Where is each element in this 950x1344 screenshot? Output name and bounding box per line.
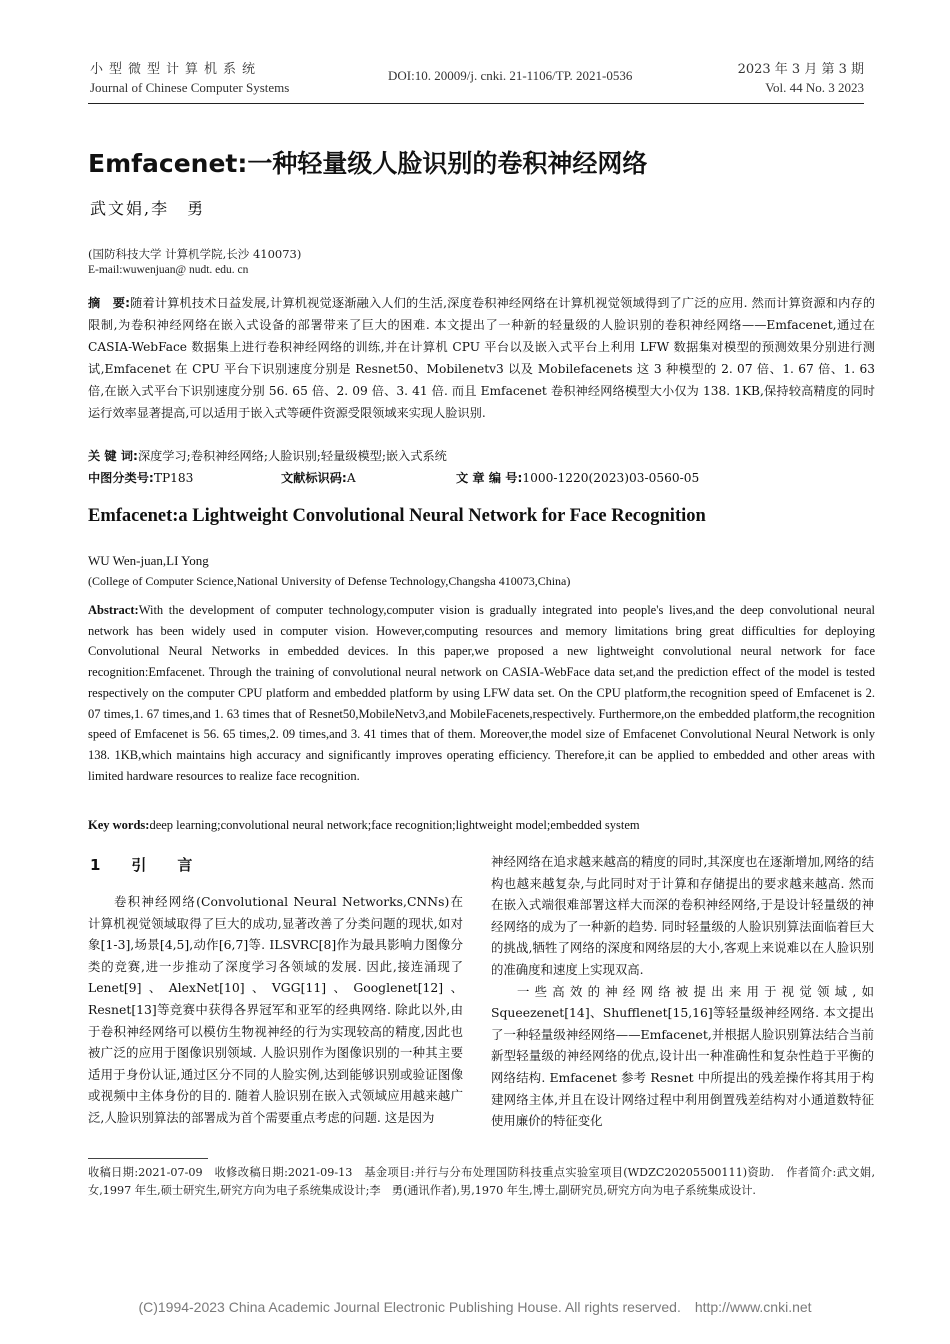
clc-number: 中图分类号:TP183	[88, 471, 194, 485]
affiliation-en: (College of Computer Science,National University of Defense Technology,Changsha 410073,China)	[88, 574, 571, 588]
document-code: 文献标识码:A	[281, 471, 356, 485]
journal-name-en: Journal of Chinese Computer Systems	[90, 80, 290, 95]
body-paragraph: 一些高效的神经网络被提出来用于视觉领域,如 Squeezenet[14]、Shufflenet[15,16]等轻量级神经网络. 本文提出了一种轻量级神经网络——Emfacenet,并根据人脸识别算法结合当前新型轻量级的神经网络的优点,设计出一种准确性和复杂性趋于平衡的网络结构. Emfacenet 参考 Resnet 中所提出的残差操作将其用于构建网络主体,并且在设计网络过程中利用倒置残差结构对小通道数特征使用廉价的特征变化	[491, 983, 874, 1129]
keywords-cn-text: 深度学习;卷积神经网络;人脸识别;轻量级模型;嵌入式系统	[137, 449, 447, 463]
abstract-en-label: Abstract:	[88, 603, 139, 617]
paper-title-cn: Emfacenet:一种轻量级人脸识别的卷积神经网络	[88, 149, 648, 178]
abstract-cn-text: 随着计算机技术日益发展,计算机视觉逐渐融入人们的生活,深度卷积神经网络在计算机视觉领域得到了广泛的应用. 然而计算资源和内存的限制,为卷积神经网络在嵌入式设备的部署带来了巨大的困难. 本文提出了一种新的轻量级的人脸识别的卷积神经网络——Emfacenet,通过在 CASIA-WebFace 数据集上进行卷积神经网络的训练,并在计算机 CPU 平台以及嵌入式平台上利用 LFW 数据集对模型的预测效果分别进行测试,Emfacenet 在 CPU 平台下识别速度分别是 Resnet50、Mobilenetv3 以及 Mobilefacenets 这 3 种模型的 2. 07 倍、1. 67 倍、1. 63 倍,在嵌入式平台下识别速度分别 56. 65 倍、2. 09 倍、3. 41 倍. 而且 Emfacenet 卷积神经网络模型大小仅为 138. 1KB,保持较高精度的同时运行效率显著提高,可以适用于嵌入式等硬件资源受限领域来实现人脸识别.	[88, 296, 876, 420]
body-left-column: 卷积神经网络(Convolutional Neural Networks,CNNs)在计算机视觉领域取得了巨大的成功,显著改善了分类问题的现状,如对象[1-3],场景[4,5],动作[6,7]等. ILSVRC[8]作为最具影响力图像分类的竞赛,进一步推动了深度学习各领域的发展. 因此,接连涌现了 Lenet[9]、AlexNet[10]、VGG[11]、Googlenet[12]、Resnet[13]等竞赛中获得各界冠军和亚军的经典网络. 除此以外,由于卷积神经网络可以模仿生物视神经的行为实现较高的精度,因此也被广泛的应用于图像识别领域. 人脸识别作为图像识别的一种其主要适用于身份认证,通过区分不同的人脸实例,达到能够识别或验证图像或视频中主体身份的目的. 随着人脸识别在嵌入式领域应用越来越广泛,人脸识别算法的部署成为首个需要重点考虑的问题. 这是因为	[88, 894, 463, 1125]
affiliation-cn: (国防科技大学 计算机学院,长沙 410073)	[88, 247, 302, 261]
journal-name-cn: 小型微型计算机系统	[90, 62, 262, 77]
abstract-cn-label: 摘 要:	[88, 296, 130, 310]
section-heading-introduction: 1 引 言	[90, 856, 201, 874]
abstract-en-text: With the development of computer technology,computer vision is gradually integrated into people's lives,and the deep convolutional neural network has been widely used in computer vision. However,computing resources and memory limitations bring great difficulties for deploying Convolutional Neural Networks in embedded devices. In this paper,we proposed a new lightweight convolutional neural network for face recognition:Emfacenet. Through the training of convolutional neural network on CASIA-WebFace data set,and the prediction effect of the model is tested respectively on the computer CPU platform and embedded platform by using LFW data set. On the CPU platform,the recognition speed of Emfacenet is 2. 07 times,1. 67 times,and 1. 63 times that of Resnet50,MobileNetv3,and MobileFacenets,respectively. Furthermore,on the embedded platform,the recognition speed of Emfacenet is 56. 65 times,2. 09 times,and 3. 41 times that of them. Moreover,the model size of Emfacenet Convolutional Neural Network is only 138. 1KB,which maintains high accuracy and significantly improves operating efficiency. Therefore,it can be applied to embedded and other areas with limited hardware resources to realize face recognition.	[88, 603, 875, 783]
keywords-en-label: Key words:	[88, 818, 150, 832]
body-paragraph: 神经网络在追求越来越高的精度的同时,其深度也在逐渐增加,网络的结构也越来越复杂,与此同时对于计算和存储提出的要求越来越高. 然而在嵌入式端很难部署这样大而深的卷积神经网络,于是设计轻量级的神经网络的成为了一种新的趋势. 同时轻量级的人脸识别算法面临着巨大的挑战,牺牲了网络的深度和网络层的大小,客观上来说难以在人脸识别的准确度和速度上实现双高.	[491, 854, 874, 977]
body-right-column	[491, 851, 874, 1132]
copyright-watermark: (C)1994-2023 China Academic Journal Electronic Publishing House. All rights reserved. http://www.cnki.net	[138, 1299, 812, 1315]
header-divider	[88, 103, 864, 104]
footnote: 收稿日期:2021-07-09 收修改稿日期:2021-09-13 基金项目:并行与分布处理国防科技重点实验室项目(WDZC20205500111)资助. 作者简介:武文娟,女,1997 年生,硕士研究生,研究方向为电子系统集成设计;李 勇(通讯作者),男,1970 年生,博士,副研究员,研究方向为电子系统集成设计.	[88, 1166, 875, 1197]
keywords-cn	[88, 447, 875, 464]
authors-cn: 武文娟,李 勇	[90, 199, 206, 218]
authors-en: WU Wen-juan,LI Yong	[88, 553, 209, 568]
volume-info: Vol. 44 No. 3 2023	[765, 80, 864, 95]
keywords-en	[88, 818, 875, 833]
article-number: 文 章 编 号:1000-1220(2023)03-0560-05	[456, 471, 700, 485]
keywords-cn-label: 关 键 词:	[88, 449, 138, 463]
keywords-en-text: deep learning;convolutional neural network;face recognition;lightweight model;embedded system	[149, 818, 640, 832]
doi[interactable]: DOI:10. 20009/j. cnki. 21-1106/TP. 2021-0536	[388, 68, 633, 83]
abstract-cn	[88, 292, 875, 424]
abstract-en	[88, 600, 875, 786]
footnote-divider	[88, 1158, 208, 1159]
author-email[interactable]: E-mail:wuwenjuan@ nudt. edu. cn	[88, 264, 249, 276]
paper-title-en: Emfacenet:a Lightweight Convolutional Neural Network for Face Recognition	[88, 506, 706, 526]
issue-date: 2023 年 3 月 第 3 期	[737, 62, 864, 77]
